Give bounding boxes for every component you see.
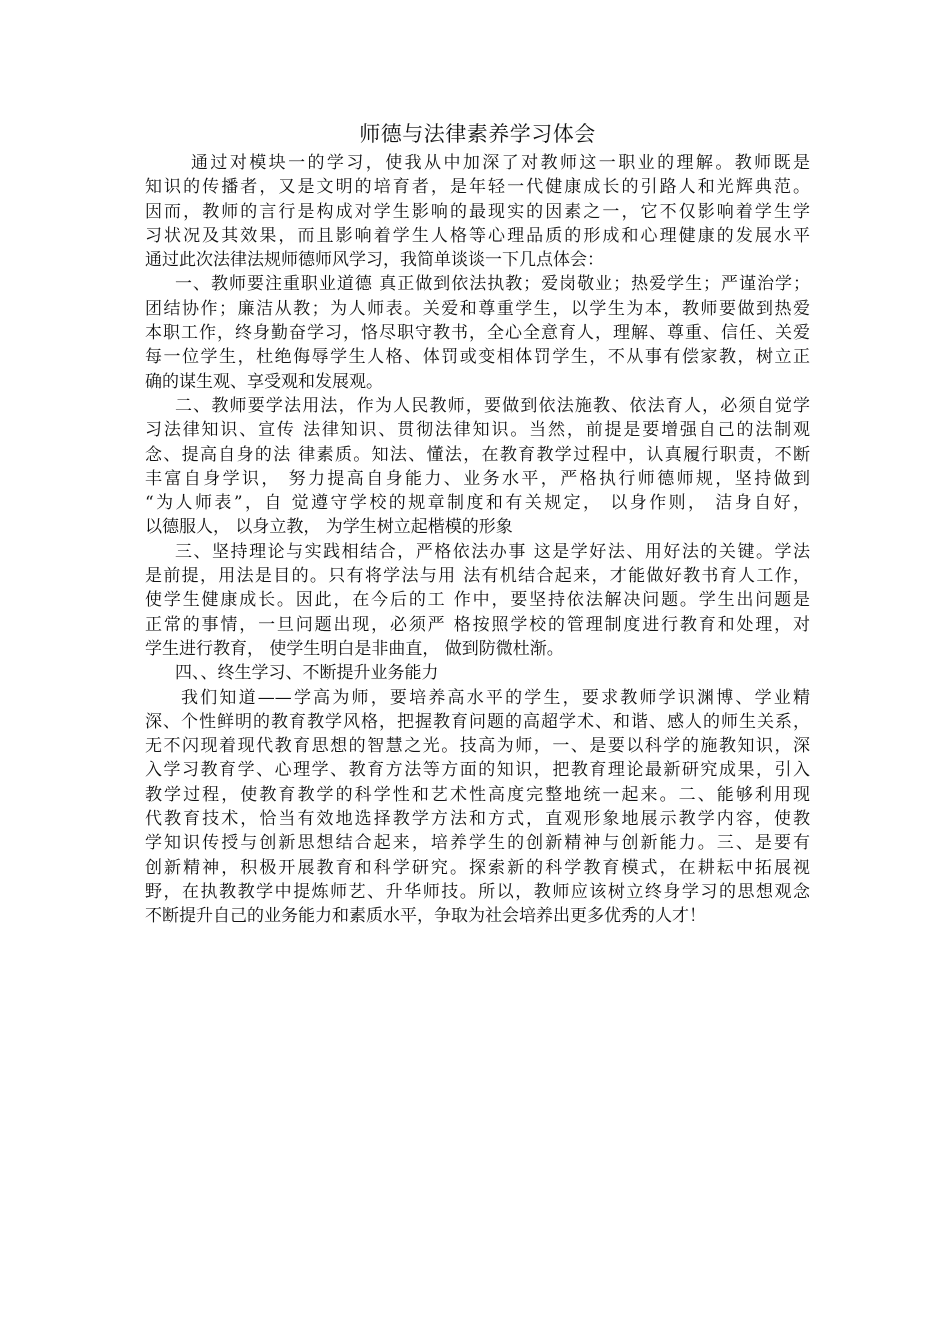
text-line: 丰富自身学识， 努力提高自身能力、业务水平，严格执行师德师规，坚持做到 — [145, 468, 810, 489]
text-line: 代教育技术，恰当有效地选择教学方法和方式，直观形象地展示教学内容，使教 — [145, 809, 810, 830]
text-line: 习状况及其效果，而且影响着学生人格等心理品质的形成和心理健康的发展水平 — [145, 225, 810, 246]
text-line: 习法律知识、宣传 法律知识、贯彻法律知识。当然，前提是要增强自己的法制观 — [145, 420, 810, 441]
text-line: 通过对模块一的学习，使我从中加深了对教师这一职业的理解。教师既是 — [191, 153, 810, 173]
text-line: 通过此次法律法规师德师风学习，我简单谈谈一下几点体会： — [145, 250, 604, 271]
text-line: 无不闪现着现代教育思想的智慧之光。技高为师，一、是要以科学的施教知识，深 — [145, 736, 810, 757]
text-line: 一、教师要注重职业道德 真正做到依法执教；爱岗敬业；热爱学生；严谨治学； — [175, 274, 810, 295]
text-line: 学知识传授与创新思想结合起来，培养学生的创新精神与创新能力。三、是要有 — [145, 833, 810, 854]
text-line: 野，在执教教学中提炼师艺、升华师技。所以，教师应该树立终身学习的思想观念 — [145, 881, 810, 902]
text-line: 我们知道——学高为师，要培养高水平的学生，要求教师学识渊博、学业精 — [181, 687, 810, 708]
text-line: 是前提，用法是目的。只有将学法与用 法有机结合起来，才能做好教书育人工作， — [145, 566, 810, 587]
text-line: 念、提高自身的法 律素质。知法、懂法，在教育教学过程中，认真履行职责，不断 — [145, 444, 810, 465]
text-line: 创新精神，积极开展教育和科学研究。探索新的科学教育模式，在耕耘中拓展视 — [145, 857, 810, 878]
text-line: 入学习教育学、心理学、教育方法等方面的知识，把教育理论最新研究成果，引入 — [145, 760, 810, 781]
text-line: 教学过程，使教育教学的科学性和艺术性高度完整地统一起来。二、能够利用现 — [145, 784, 810, 805]
text-line: 因而，教师的言行是构成对学生影响的最现实的因素之一，它不仅影响着学生学 — [145, 201, 810, 222]
text-line: 不断提升自己的业务能力和素质水平，争取为社会培养出更多优秀的人才！ — [145, 906, 706, 927]
text-line: 确的谋生观、享受观和发展观。 — [145, 371, 383, 392]
text-line: 深、个性鲜明的教育教学风格，把握教育问题的高超学术、和谐、感人的师生关系， — [145, 711, 810, 732]
section-heading: 四、、终生学习、不断提升业务能力 — [175, 663, 439, 684]
text-line: 正常的事情，一旦问题出现，必须严 格按照学校的管理制度进行教育和处理，对 — [145, 614, 810, 635]
text-line: 以德服人， 以身立教， 为学生树立起楷模的形象 — [145, 517, 513, 538]
text-line: 每一位学生，杜绝侮辱学生人格、体罚或变相体罚学生，不从事有偿家教，树立正 — [145, 347, 810, 368]
text-line: 本职工作，终身勤奋学习，恪尽职守教书，全心全意育人，理解、尊重、信任、关爱 — [145, 323, 810, 344]
text-line: 团结协作；廉洁从教；为人师表。关爱和尊重学生，以学生为本，教师要做到热爱 — [145, 298, 810, 319]
text-line: 知识的传播者，又是文明的培育者，是年轻一代健康成长的引路人和光辉典范。 — [145, 177, 810, 198]
text-line: 学生进行教育， 使学生明白是非曲直， 做到防微杜渐。 — [145, 638, 564, 659]
document-body — [145, 151, 810, 929]
document-title: 师德与法律素养学习体会 — [359, 122, 596, 146]
text-line: 使学生健康成长。因此，在今后的工 作中，要坚持依法解决问题。学生出问题是 — [145, 590, 810, 611]
text-line: 三、坚持理论与实践相结合，严格依法办事 这是学好法、用好法的关键。学法 — [175, 541, 810, 562]
text-line: 二、教师要学法用法，作为人民教师，要做到依法施教、依法育人，必须自觉学 — [175, 395, 810, 416]
text-line: “为人师表”，自 觉遵守学校的规章制度和有关规定， 以身作则， 洁身自好， — [145, 493, 810, 514]
